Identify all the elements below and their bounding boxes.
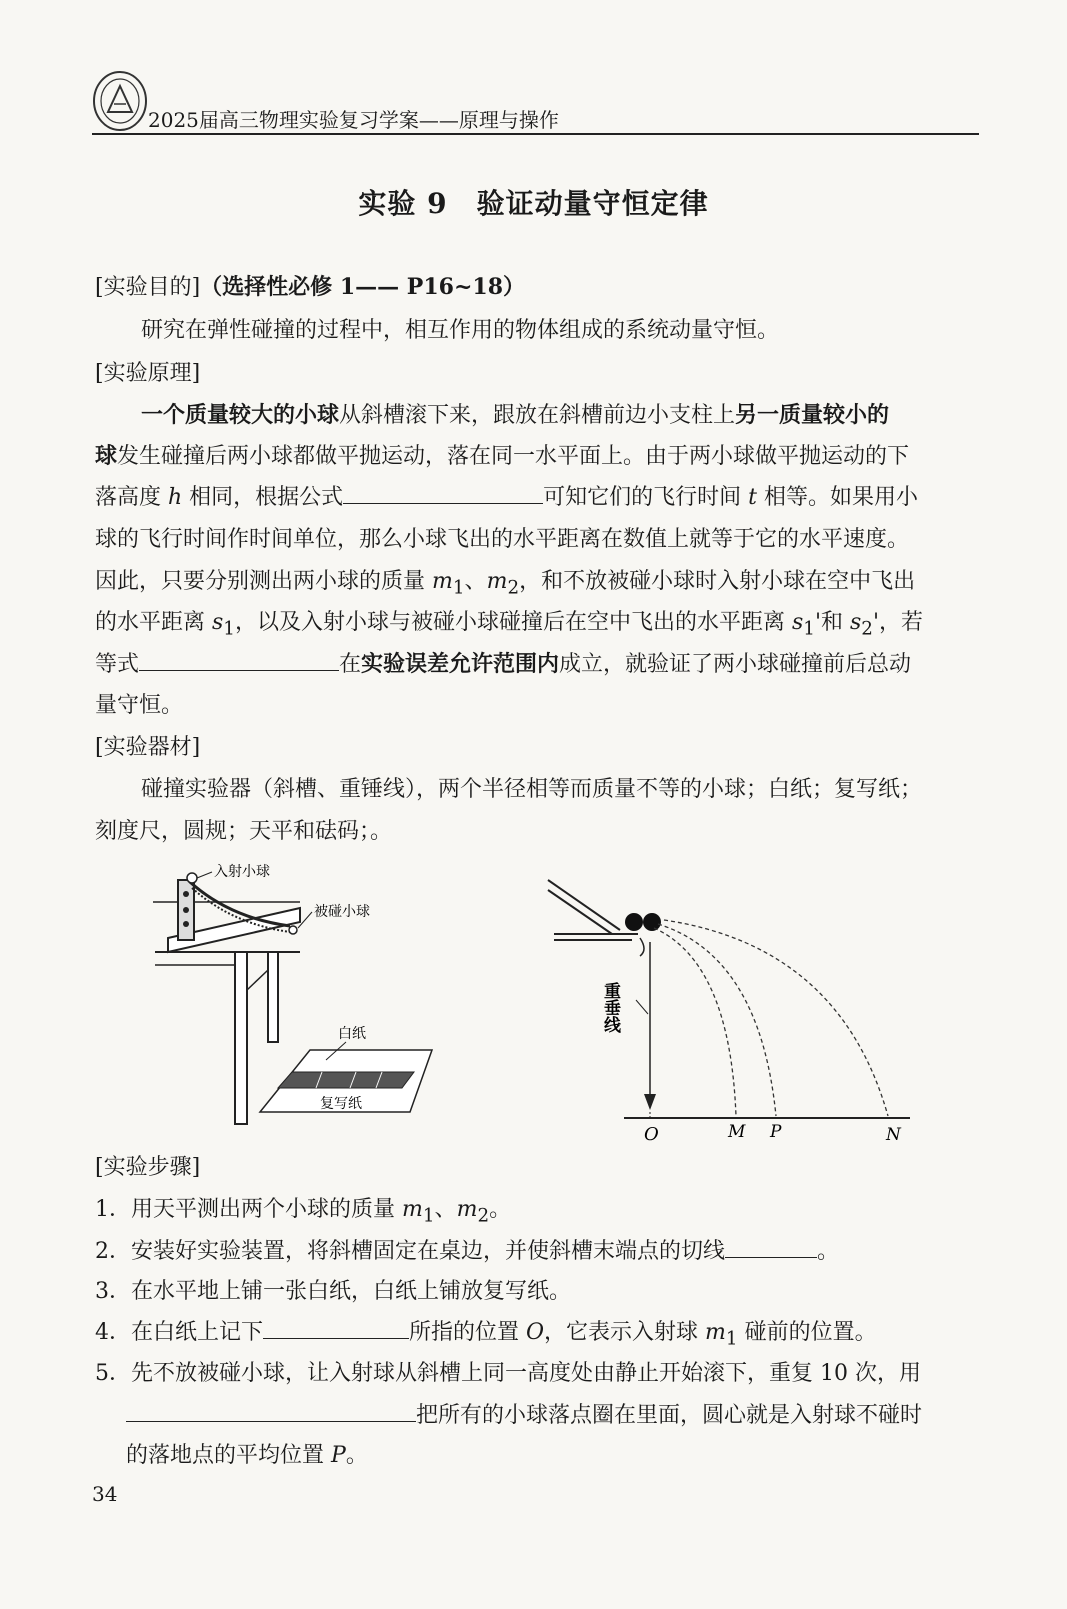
principle-text-7c: 成立，就验证了两小球碰撞前后总动 <box>559 652 912 677</box>
steps-heading: [实验步骤] <box>95 1155 201 1180</box>
principle-line-7 <box>95 647 911 678</box>
step-5-P: P <box>331 1443 346 1468</box>
var-t: t <box>748 485 758 510</box>
step-1-sep: 、 <box>434 1197 457 1222</box>
label-white-paper: 白纸 <box>338 1026 366 1042</box>
label-O: O <box>644 1124 659 1144</box>
separator: 、 <box>464 569 487 594</box>
step-1-m2: m <box>456 1197 478 1222</box>
header-divider <box>92 133 979 135</box>
step-4 <box>95 1315 877 1349</box>
step-1 <box>95 1192 511 1226</box>
principle-text-6d: '，若 <box>872 610 924 635</box>
principle-bold-1: 一个质量较大的小球 <box>141 402 340 428</box>
principle-text-7b: 在 <box>339 652 362 677</box>
principle-line-3 <box>95 480 918 511</box>
principle-text-5b: ，和不放被碰小球时入射小球在空中飞出 <box>519 569 916 594</box>
var-m2: m <box>486 569 508 594</box>
var-s1-sub: 1 <box>223 618 235 640</box>
principle-text-6b: ，以及入射小球与被碰小球碰撞后在空中飞出的水平距离 <box>234 610 792 635</box>
principle-text-7a: 等式 <box>95 652 140 677</box>
header-title: 2025届高三物理实验复习学案——原理与操作 <box>148 108 559 132</box>
purpose-reference: （选择性必修 1—— P16~18） <box>200 274 526 300</box>
apparatus-diagram <box>150 860 450 1135</box>
var-m2-sub: 2 <box>507 577 520 599</box>
var-s2p: s <box>849 610 862 635</box>
page-number: 34 <box>92 1482 118 1506</box>
step-1-text: 1．用天平测出两个小球的质量 <box>95 1197 402 1222</box>
step-5-text-2: 把所有的小球落点圈在里面，圆心就是入射球不碰时 <box>416 1403 923 1428</box>
var-s1p: s <box>791 610 804 635</box>
label-plumb-line: 重垂线 <box>600 982 620 1033</box>
principle-text-3d: 相等。如果用小 <box>757 485 919 510</box>
principle-bold-3: 球 <box>95 443 118 469</box>
purpose-heading: [实验目的] <box>95 275 201 300</box>
principle-text-3b: 相同，根据公式 <box>182 485 344 510</box>
equipment-line-1: 碰撞实验器（斜槽、重锤线），两个半径相等而质量不等的小球；白纸；复写纸； <box>141 777 923 802</box>
school-logo-icon <box>92 70 148 132</box>
label-M: M <box>728 1122 746 1142</box>
step-4-m-sub: 1 <box>725 1328 738 1350</box>
principle-line-1 <box>141 398 889 429</box>
formula-blank[interactable] <box>343 502 543 504</box>
label-target-ball: 被碰小球 <box>314 904 370 920</box>
step-5-line-1: 5．先不放被碰小球，让入射球从斜槽上同一高度处由静止开始滚下，重复 10 次，用 <box>95 1361 921 1386</box>
equipment-heading: [实验器材] <box>95 735 201 760</box>
step-4-text-a: 4．在白纸上记下 <box>95 1320 263 1345</box>
step-4-text-b: 所指的位置 <box>409 1320 526 1345</box>
principle-text-2: 发生碰撞后两小球都做平抛运动，落在同一水平面上。由于两小球做平抛运动的下 <box>117 444 910 469</box>
var-h: h <box>168 485 183 510</box>
step-4-m: m <box>705 1320 726 1345</box>
var-m1-sub: 1 <box>452 577 465 599</box>
step-2-text: 2．安装好实验装置，将斜槽固定在桌边，并使斜槽末端点的切线 <box>95 1239 725 1264</box>
step-4-text-d: 碰前的位置。 <box>737 1320 877 1345</box>
equipment-line-2: 刻度尺，圆规；天平和砝码；。 <box>95 819 393 844</box>
compass-blank[interactable] <box>126 1420 416 1422</box>
step-3: 3．在水平地上铺一张白纸，白纸上铺放复写纸。 <box>95 1279 571 1304</box>
purpose-heading-line <box>95 270 525 301</box>
step-5-text-3b: 。 <box>345 1443 368 1468</box>
principle-text-3c: 可知它们的飞行时间 <box>543 485 749 510</box>
step-1-m2-sub: 2 <box>477 1205 490 1227</box>
var-s1: s <box>212 610 224 635</box>
principle-line-2 <box>95 439 909 470</box>
step-1-m1: m <box>402 1197 423 1222</box>
principle-heading: [实验原理] <box>95 361 201 386</box>
var-s2p-sub: 2 <box>861 618 873 640</box>
label-incident-ball: 入射小球 <box>214 864 270 880</box>
step-5-line-2 <box>126 1398 922 1429</box>
step-4-text-c: ，它表示入射球 <box>544 1320 706 1345</box>
principle-text-6c: '和 <box>814 610 850 635</box>
equation-blank[interactable] <box>139 669 339 671</box>
principle-text-1: 从斜槽滚下来，跟放在斜槽前边小支柱上 <box>339 403 736 428</box>
step-5-line-3 <box>126 1438 368 1469</box>
var-m1: m <box>432 569 453 594</box>
var-s1p-sub: 1 <box>803 618 815 640</box>
principle-line-8: 量守恒。 <box>95 693 184 718</box>
step-1-m1-sub: 1 <box>422 1205 435 1227</box>
principle-text-6a: 的水平距离 <box>95 610 212 635</box>
trajectory-diagram <box>540 872 920 1144</box>
principle-line-4: 球的飞行时间作时间单位，那么小球飞出的水平距离在数值上就等于它的水平速度。 <box>95 527 910 552</box>
principle-line-6 <box>95 605 923 639</box>
step-5-text-3a: 的落地点的平均位置 <box>126 1443 331 1468</box>
principle-text-5a: 因此，只要分别测出两小球的质量 <box>95 569 432 594</box>
plumb-blank[interactable] <box>263 1337 409 1339</box>
principle-text-3a: 落高度 <box>95 485 168 510</box>
step-4-O: O <box>526 1320 545 1345</box>
principle-bold-2: 另一质量较小的 <box>735 402 890 428</box>
principle-line-5 <box>95 564 915 598</box>
step-2-end: 。 <box>817 1239 840 1264</box>
purpose-text: 研究在弹性碰撞的过程中，相互作用的物体组成的系统动量守恒。 <box>141 318 780 343</box>
principle-bold-4: 实验误差允许范围内 <box>361 651 560 677</box>
tangent-blank[interactable] <box>725 1256 817 1258</box>
page-title: 实验 9 验证动量守恒定律 <box>358 187 709 220</box>
label-carbon-paper: 复写纸 <box>320 1096 362 1112</box>
label-P: P <box>770 1122 782 1142</box>
step-2 <box>95 1234 839 1265</box>
step-1-end: 。 <box>489 1197 512 1222</box>
label-N: N <box>886 1125 901 1144</box>
